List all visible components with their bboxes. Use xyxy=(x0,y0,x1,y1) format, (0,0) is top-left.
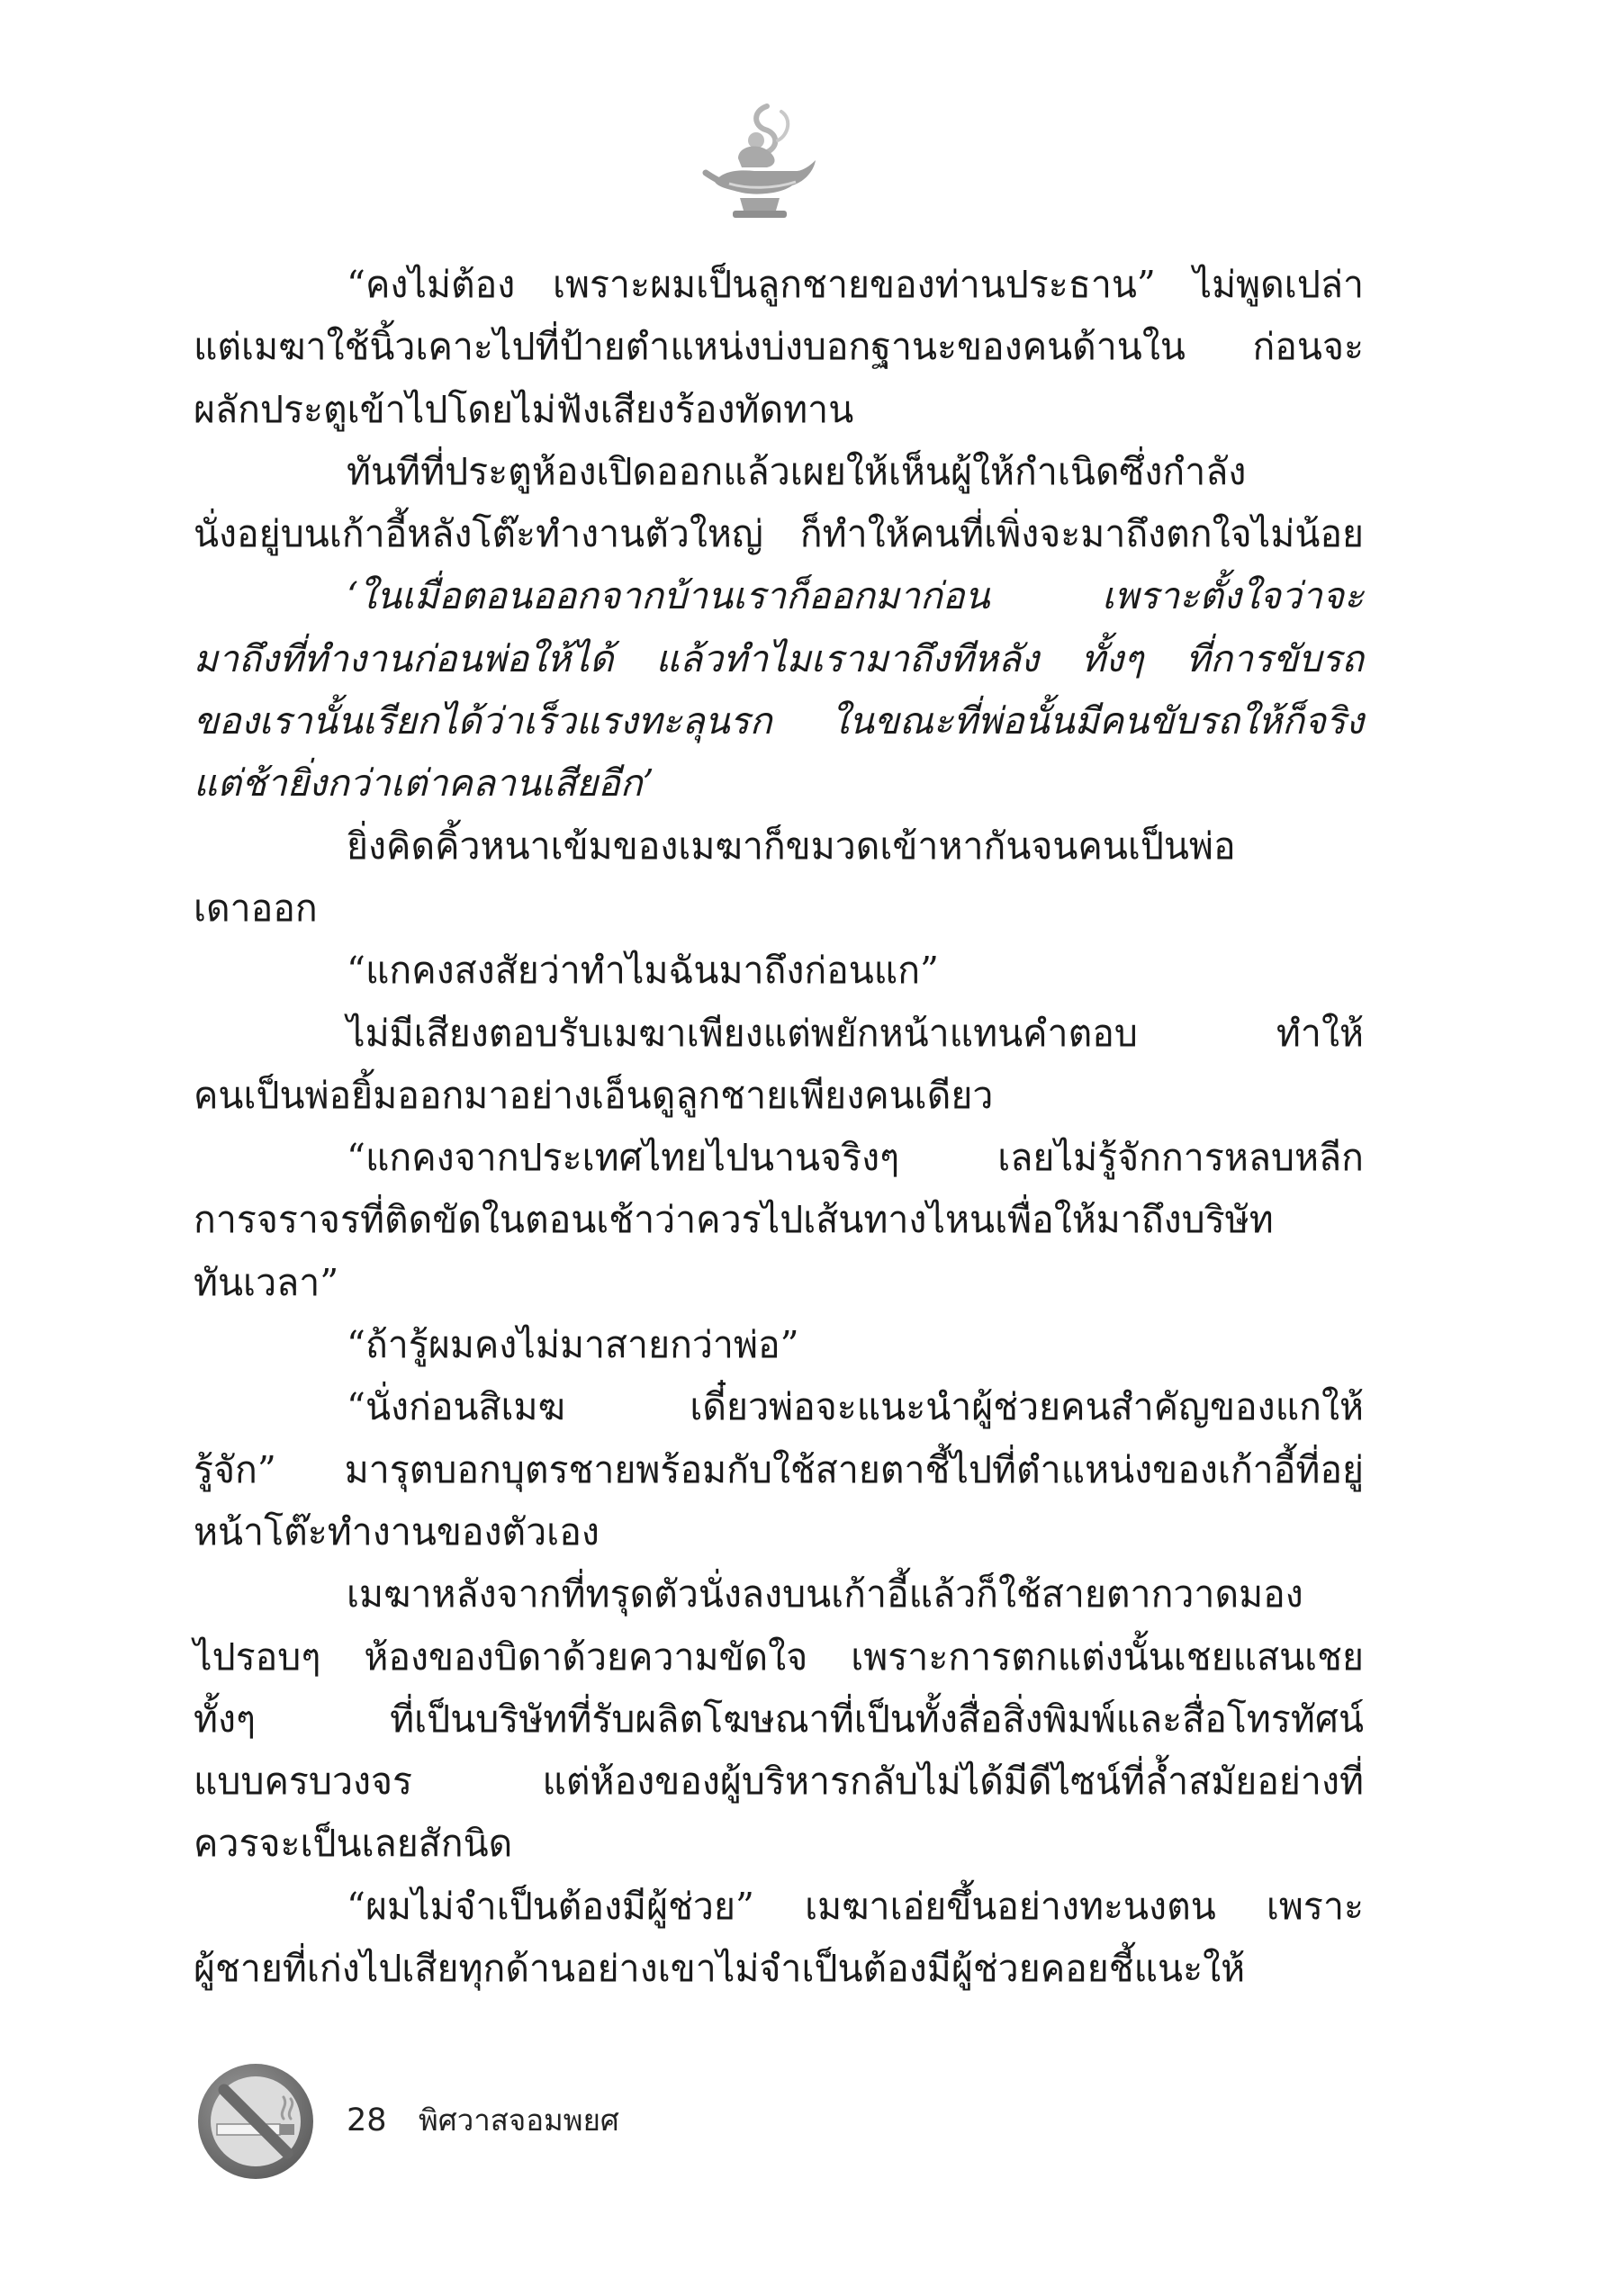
text-line: ‘ในเมื่อตอนออกจากบ้านเราก็ออกมาก่อน เพราะตั้งใจว่าจะ xyxy=(347,574,1364,618)
text-line: ผู้ชายที่เก่งไปเสียทุกด้านอย่างเขาไม่จำเป็นต้องมีผู้ช่วยคอยชี้แนะให้ xyxy=(194,1947,1246,1991)
text-line: ยิ่งคิดคิ้วหนาเข้มของเมฆาก็ขมวดเข้าหากันจนคนเป็นพ่อ xyxy=(347,824,1236,868)
text-line: ทันทีที่ประตูห้องเปิดออกแล้วเผยให้เห็นผู้ให้กำเนิดซึ่งกำลัง xyxy=(347,449,1247,493)
text-line: การจราจรที่ติดขัดในตอนเช้าว่าควรไปเส้นทางไหนเพื่อให้มาถึงบริษัท xyxy=(194,1198,1274,1242)
text-line: ควรจะเป็นเลยสักนิด xyxy=(194,1822,513,1866)
text-line: ไปรอบๆ ห้องของบิดาด้วยความขัดใจ เพราะการตกแต่งนั้นเชยแสนเชย xyxy=(194,1634,1364,1679)
no-smoking-icon xyxy=(195,2061,316,2182)
book-title: พิศวาสจอมพยศ xyxy=(419,2102,619,2138)
text-line: มาถึงที่ทำงานก่อนพ่อให้ได้ แล้วทำไมเรามาถึงทีหลัง ทั้งๆ ที่การขับรถ xyxy=(194,636,1364,680)
text-line: แบบครบวงจร แต่ห้องของผู้บริหารกลับไม่ได้มีดีไซน์ที่ล้ำสมัยอย่างที่ xyxy=(194,1760,1364,1804)
text-line: แต่เมฆาใช้นิ้วเคาะไปที่ป้ายตำแหน่งบ่งบอกฐานะของคนด้านใน ก่อนจะ xyxy=(194,325,1364,369)
text-line: ทันเวลา” xyxy=(194,1260,339,1304)
text-line: แต่ช้ายิ่งกว่าเต่าคลานเสียอีก’ xyxy=(194,761,654,806)
page-number: 28 xyxy=(347,2102,387,2138)
text-line: รู้จัก” มารุตบอกบุตรชายพร้อมกับใช้สายตาชี้ไปที่ตำแหน่งของเก้าอี้ที่อยู่ xyxy=(194,1447,1364,1491)
body-text xyxy=(194,254,1364,2000)
text-line: “คงไม่ต้อง เพราะผมเป็นลูกชายของท่านประธาน” ไม่พูดเปล่า xyxy=(347,263,1364,306)
text-line: “แกคงจากประเทศไทยไปนานจริงๆ เลยไม่รู้จักการหลบหลีก xyxy=(347,1136,1364,1180)
text-line: “ถ้ารู้ผมคงไม่มาสายกว่าพ่อ” xyxy=(347,1323,799,1367)
text-line: คนเป็นพ่อยิ้มออกมาอย่างเอ็นดูลูกชายเพียงคนเดียว xyxy=(194,1073,994,1117)
text-line: “นั่งก่อนสิเมฆ เดี๋ยวพ่อจะแนะนำผู้ช่วยคนสำคัญของแกให้ xyxy=(347,1385,1364,1429)
text-line: หน้าโต๊ะทำงานของตัวเอง xyxy=(194,1509,600,1553)
text-line: ทั้งๆ ที่เป็นบริษัทที่รับผลิตโฆษณาที่เป็นทั้งสื่อสิ่งพิมพ์และสื่อโทรทัศน์ xyxy=(194,1697,1364,1741)
text-line: ของเรานั้นเรียกได้ว่าเร็วแรงทะลุนรก ในขณะที่พ่อนั้นมีคนขับรถให้ก็จริง xyxy=(194,699,1364,743)
text-line: “แกคงสงสัยว่าทำไมฉันมาถึงก่อนแก” xyxy=(347,949,940,993)
text-line: ผลักประตูเข้าไปโดยไม่ฟังเสียงร้องทัดทาน xyxy=(194,387,854,431)
text-line: “ผมไม่จำเป็นต้องมีผู้ช่วย” เมฆาเอ่ยขึ้นอย่างทะนงตน เพราะ xyxy=(347,1884,1364,1928)
text-line: เมฆาหลังจากที่ทรุดตัวนั่งลงบนเก้าอี้แล้วก็ใช้สายตากวาดมอง xyxy=(347,1572,1303,1616)
genie-lamp-icon xyxy=(702,99,819,225)
text-line: เดาออก xyxy=(194,886,318,930)
text-line: ไม่มีเสียงตอบรับเมฆาเพียงแต่พยักหน้าแทนคำตอบ ทำให้ xyxy=(347,1011,1364,1055)
text-line: นั่งอยู่บนเก้าอี้หลังโต๊ะทำงานตัวใหญ่ ก็ทำให้คนที่เพิ่งจะมาถึงตกใจไม่น้อย xyxy=(194,512,1364,556)
